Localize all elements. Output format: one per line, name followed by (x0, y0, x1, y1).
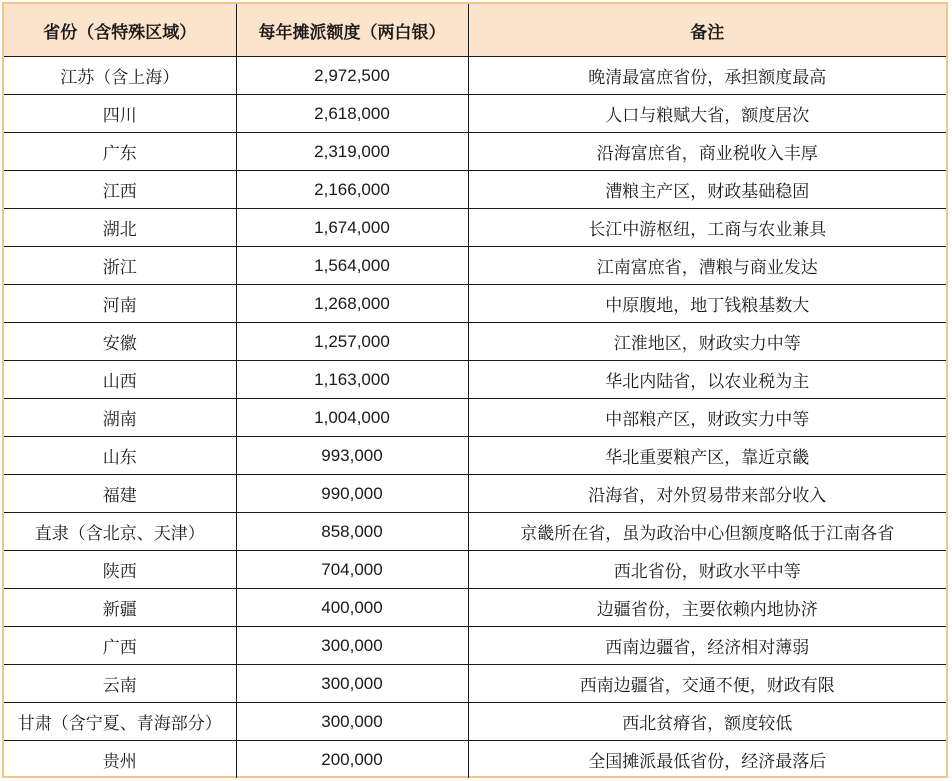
cell-remarks: 华北重要粮产区，靠近京畿 (468, 437, 946, 475)
cell-amount: 1,004,000 (236, 399, 468, 437)
cell-amount: 1,163,000 (236, 361, 468, 399)
header-remarks: 备注 (468, 4, 946, 57)
cell-province: 河南 (4, 285, 236, 323)
table-row (4, 209, 946, 247)
cell-amount: 200,000 (236, 741, 468, 779)
table-row (4, 247, 946, 285)
cell-remarks: 晚清最富庶省份，承担额度最高 (468, 57, 946, 95)
table-row (4, 703, 946, 741)
cell-amount: 1,257,000 (236, 323, 468, 361)
cell-amount: 704,000 (236, 551, 468, 589)
table-row (4, 95, 946, 133)
cell-province: 山西 (4, 361, 236, 399)
cell-province: 浙江 (4, 247, 236, 285)
table-row (4, 475, 946, 513)
cell-amount: 1,564,000 (236, 247, 468, 285)
cell-amount: 2,618,000 (236, 95, 468, 133)
cell-province: 新疆 (4, 589, 236, 627)
table-row (4, 133, 946, 171)
header-annual-amount: 每年摊派额度（两白银） (236, 4, 468, 57)
cell-amount: 2,319,000 (236, 133, 468, 171)
cell-amount: 1,268,000 (236, 285, 468, 323)
cell-province: 江西 (4, 171, 236, 209)
cell-province: 四川 (4, 95, 236, 133)
cell-province: 直隶（含北京、天津） (4, 513, 236, 551)
cell-province: 江苏（含上海） (4, 57, 236, 95)
table-row (4, 627, 946, 665)
cell-remarks: 西南边疆省，经济相对薄弱 (468, 627, 946, 665)
table-row (4, 361, 946, 399)
table-row (4, 437, 946, 475)
cell-amount: 300,000 (236, 627, 468, 665)
cell-province: 安徽 (4, 323, 236, 361)
table-row (4, 589, 946, 627)
table-row (4, 323, 946, 361)
header-province: 省份（含特殊区域） (4, 4, 236, 57)
cell-remarks: 中部粮产区，财政实力中等 (468, 399, 946, 437)
table-row (4, 171, 946, 209)
cell-province: 云南 (4, 665, 236, 703)
cell-amount: 993,000 (236, 437, 468, 475)
cell-amount: 990,000 (236, 475, 468, 513)
cell-remarks: 京畿所在省，虽为政治中心但额度略低于江南各省 (468, 513, 946, 551)
table-row (4, 513, 946, 551)
cell-remarks: 江淮地区，财政实力中等 (468, 323, 946, 361)
cell-remarks: 华北内陆省，以农业税为主 (468, 361, 946, 399)
table-row (4, 551, 946, 589)
cell-amount: 400,000 (236, 589, 468, 627)
cell-province: 陕西 (4, 551, 236, 589)
cell-remarks: 人口与粮赋大省，额度居次 (468, 95, 946, 133)
cell-remarks: 长江中游枢纽，工商与农业兼具 (468, 209, 946, 247)
cell-remarks: 江南富庶省，漕粮与商业发达 (468, 247, 946, 285)
cell-province: 广西 (4, 627, 236, 665)
cell-remarks: 沿海富庶省，商业税收入丰厚 (468, 133, 946, 171)
cell-remarks: 全国摊派最低省份，经济最落后 (468, 741, 946, 779)
cell-amount: 300,000 (236, 703, 468, 741)
cell-province: 甘肃（含宁夏、青海部分） (4, 703, 236, 741)
cell-amount: 300,000 (236, 665, 468, 703)
cell-remarks: 漕粮主产区，财政基础稳固 (468, 171, 946, 209)
cell-remarks: 西北省份，财政水平中等 (468, 551, 946, 589)
cell-remarks: 中原腹地，地丁钱粮基数大 (468, 285, 946, 323)
spreadsheet-table-container (2, 2, 948, 778)
table-row (4, 285, 946, 323)
cell-remarks: 边疆省份，主要依赖内地协济 (468, 589, 946, 627)
cell-remarks: 沿海省，对外贸易带来部分收入 (468, 475, 946, 513)
cell-province: 福建 (4, 475, 236, 513)
header-row (4, 4, 946, 57)
cell-remarks: 西北贫瘠省，额度较低 (468, 703, 946, 741)
cell-amount: 2,166,000 (236, 171, 468, 209)
table-row (4, 741, 946, 779)
table-row (4, 399, 946, 437)
table-row (4, 665, 946, 703)
cell-province: 湖南 (4, 399, 236, 437)
cell-amount: 2,972,500 (236, 57, 468, 95)
cell-province: 贵州 (4, 741, 236, 779)
cell-remarks: 西南边疆省，交通不便，财政有限 (468, 665, 946, 703)
cell-province: 广东 (4, 133, 236, 171)
indemnity-allocation-table (4, 4, 946, 778)
table-row (4, 57, 946, 95)
cell-province: 山东 (4, 437, 236, 475)
cell-amount: 858,000 (236, 513, 468, 551)
cell-amount: 1,674,000 (236, 209, 468, 247)
cell-province: 湖北 (4, 209, 236, 247)
